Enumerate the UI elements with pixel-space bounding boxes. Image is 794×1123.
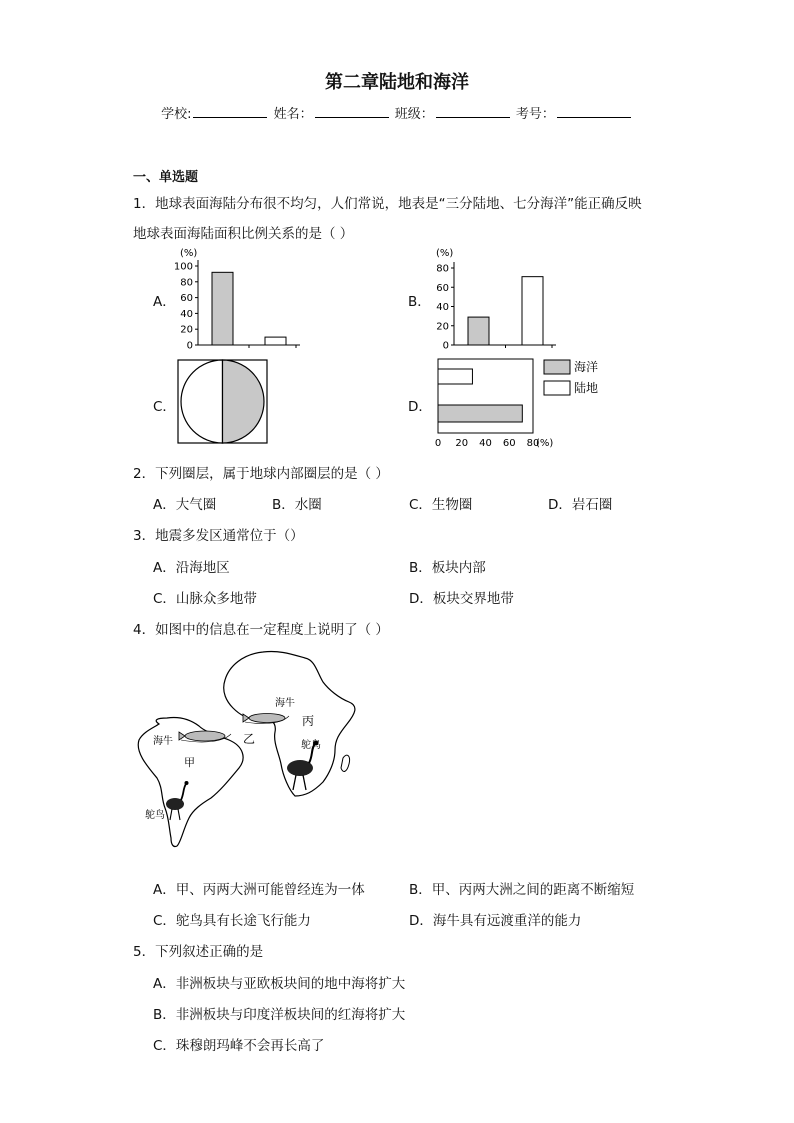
map-label-bing: 丙 xyxy=(302,714,315,728)
chart-b xyxy=(424,244,564,354)
school-label: 学校: xyxy=(161,107,192,122)
chart-a xyxy=(172,244,312,354)
chart-a-ylabel: (%) xyxy=(180,248,198,259)
chart-b-ytick-label: 80 xyxy=(436,263,449,275)
map-label-manatee-right: 海牛 xyxy=(275,698,295,709)
q2-option-b[interactable]: B．水圈 xyxy=(272,497,322,513)
chart-a-bar xyxy=(212,272,233,345)
q2-option-a[interactable]: A．大气圈 xyxy=(153,497,217,513)
q3-option-d[interactable]: D．板块交界地带 xyxy=(409,591,514,607)
chart-c-pie xyxy=(181,360,264,443)
chart-b-ytick-label: 60 xyxy=(436,282,449,294)
map-label-ostrich-right: 鸵鸟 xyxy=(301,740,321,751)
q2-option-d[interactable]: D．岩石圈 xyxy=(548,497,613,513)
student-info-line xyxy=(0,103,794,122)
q5-option-c[interactable]: C．珠穆朗玛峰不会再长高了 xyxy=(153,1038,325,1054)
number-label: 考号： xyxy=(515,107,555,122)
q3-text: 3．地震多发区通常位于（） xyxy=(133,528,304,544)
chart-d-xtick-label: 40 xyxy=(479,438,492,449)
q4-option-d[interactable]: D．海牛具有远渡重洋的能力 xyxy=(409,913,582,929)
q5-option-b[interactable]: B．非洲板块与印度洋板块间的红海将扩大 xyxy=(153,1007,406,1023)
section-heading: 一、单选题 xyxy=(133,170,199,185)
q1-option-c-label[interactable]: C． xyxy=(153,399,176,415)
chart-a-ytick-label: 80 xyxy=(180,277,193,289)
map-label-jia: 甲 xyxy=(184,756,195,769)
chart-c xyxy=(177,359,269,445)
chart-d-plot xyxy=(435,359,554,449)
q1-option-a-label[interactable]: A． xyxy=(153,294,176,310)
map-label-yi: 乙 xyxy=(243,732,256,746)
chart-d-xtick-label: 20 xyxy=(455,438,469,449)
q4-option-b[interactable]: B．甲、丙两大洲之间的距离不断缩短 xyxy=(409,882,635,898)
chart-b-ytick-label: 20 xyxy=(436,321,449,333)
q4-text: 4．如图中的信息在一定程度上说明了（ ） xyxy=(133,622,389,638)
chart-a-ytick-label: 20 xyxy=(180,324,193,336)
africa-outline xyxy=(224,651,355,796)
chart-a-plot xyxy=(174,260,300,352)
name-label: 姓名： xyxy=(273,107,313,122)
chart-d-bar xyxy=(438,369,472,384)
q2-option-c[interactable]: C．生物圈 xyxy=(409,497,473,513)
q1-text-line1: 1．地球表面海陆分布很不均匀，人们常说，地表是“三分陆地、七分海洋”能正确反映 xyxy=(133,196,642,212)
q1-option-b-label[interactable]: B． xyxy=(408,294,431,310)
chart-d-xlabel: (%) xyxy=(536,438,554,449)
chart-b-bar xyxy=(522,277,543,345)
map-label-ostrich-left: 鸵鸟 xyxy=(145,810,165,821)
chart-b-plot xyxy=(436,262,556,352)
legend-land-swatch xyxy=(544,381,570,395)
chart-b-ytick-label: 40 xyxy=(436,302,449,313)
q5-text: 5．下列叙述正确的是 xyxy=(133,944,264,960)
q3-option-c[interactable]: C．山脉众多地带 xyxy=(153,591,257,607)
number-blank[interactable] xyxy=(557,105,631,118)
chart-a-ytick-label: 60 xyxy=(180,293,193,305)
q5-option-a[interactable]: A．非洲板块与亚欧板块间的地中海将扩大 xyxy=(153,976,406,992)
madagascar-outline xyxy=(341,755,350,771)
q3-option-b[interactable]: B．板块内部 xyxy=(409,560,486,576)
chart-d-xtick-label: 80 xyxy=(526,438,540,449)
q4-option-a[interactable]: A．甲、丙两大洲可能曾经连为一体 xyxy=(153,882,365,898)
chart-a-ytick-label: 100 xyxy=(173,261,193,273)
chart-b-ytick-label: 0 xyxy=(442,340,449,352)
chart-a-ytick-label: 0 xyxy=(186,340,193,352)
chart-d xyxy=(430,355,610,455)
map-label-manatee-left: 海牛 xyxy=(153,736,173,747)
legend-land-label: 陆地 xyxy=(574,381,599,395)
chart-a-ytick-label: 40 xyxy=(180,308,193,320)
continent-map xyxy=(133,648,368,858)
chart-b-ylabel: (%) xyxy=(436,248,454,259)
legend-ocean-swatch xyxy=(544,360,570,374)
q2-text: 2．下列圈层，属于地球内部圈层的是（ ） xyxy=(133,466,389,482)
chart-d-bar xyxy=(438,405,522,422)
chart-d-xtick-label: 60 xyxy=(502,438,516,449)
q3-option-a[interactable]: A．沿海地区 xyxy=(153,560,230,576)
class-blank[interactable] xyxy=(436,105,510,118)
chart-d-xtick-label: 0 xyxy=(434,438,442,449)
name-blank[interactable] xyxy=(315,105,389,118)
legend-ocean-label: 海洋 xyxy=(574,360,599,374)
school-blank[interactable] xyxy=(193,105,267,118)
page-title: 第二章陆地和海洋 xyxy=(325,72,469,93)
chart-a-bar xyxy=(265,337,286,345)
class-label: 班级： xyxy=(394,107,434,122)
q1-text-line2: 地球表面海陆面积比例关系的是（ ） xyxy=(133,226,354,242)
q1-option-d-label[interactable]: D． xyxy=(408,399,432,415)
q4-option-c[interactable]: C．鸵鸟具有长途飞行能力 xyxy=(153,913,311,929)
chart-b-bar xyxy=(468,317,489,345)
